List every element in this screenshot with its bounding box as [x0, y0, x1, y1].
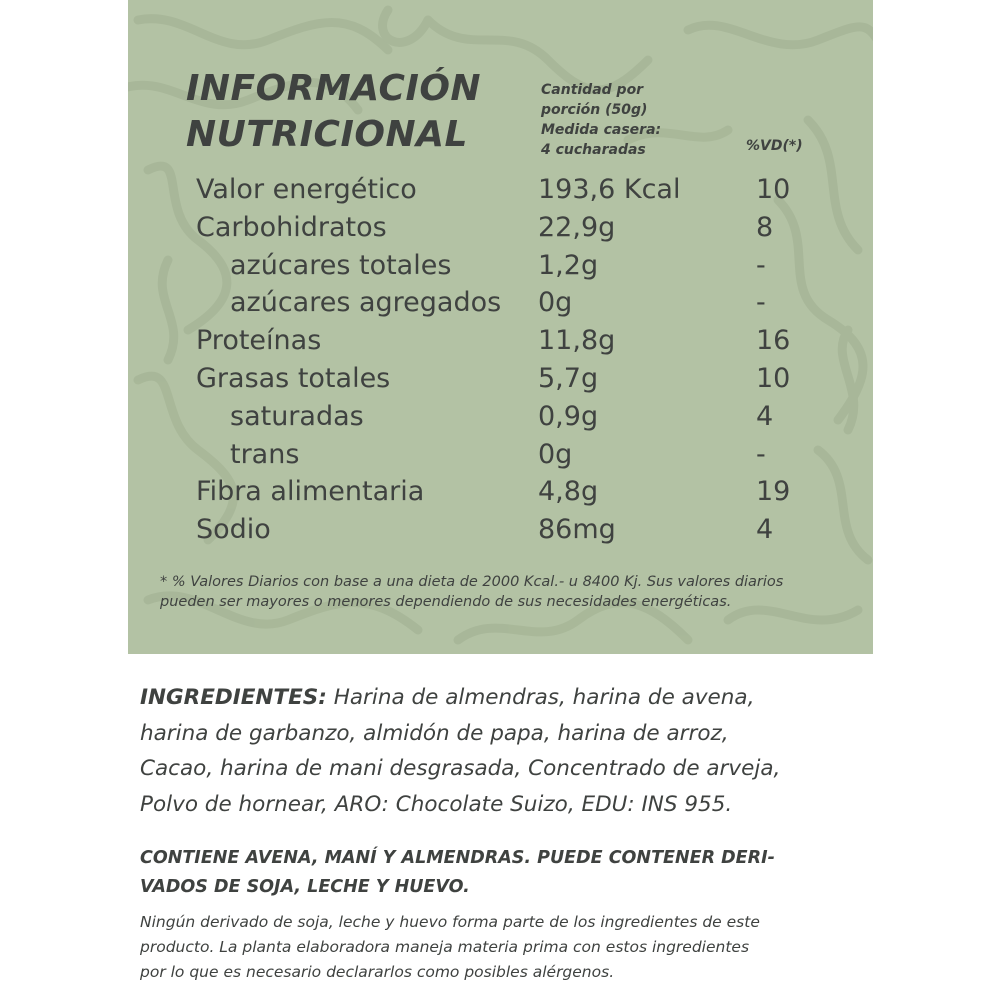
- nutrient-name: Proteínas: [196, 325, 322, 357]
- title-line-2: NUTRICIONAL: [186, 114, 468, 155]
- nutrient-amount: 0,9g: [538, 400, 599, 432]
- nutrient-vd: -: [756, 249, 766, 281]
- nutrient-amount: 0g: [538, 438, 573, 470]
- nutrient-vd: -: [756, 287, 766, 319]
- nutrient-vd: 16: [756, 325, 791, 357]
- nutrient-amount: 5,7g: [538, 362, 599, 394]
- vd-header: %VD(*): [746, 138, 803, 154]
- ingredients-line: [140, 680, 880, 716]
- serving-line: 4 cucharadas: [541, 142, 646, 158]
- allergen-line: CONTIENE AVENA, MANÍ Y ALMENDRAS. PUEDE CONTENER DERI-: [140, 848, 775, 868]
- nutrition-row: [128, 209, 873, 247]
- ingredients-text: Harina de almendras, harina de avena,: [333, 685, 755, 710]
- nutrient-name: trans: [230, 438, 300, 470]
- nutrition-row: [128, 473, 873, 511]
- nutrient-amount: 11,8g: [538, 325, 616, 357]
- ingredients-section: [140, 680, 880, 822]
- nutrient-vd: 10: [756, 174, 791, 205]
- nutrient-name: Valor energético: [196, 174, 417, 205]
- nutrient-amount: 1,2g: [538, 249, 599, 281]
- nutrient-vd: 4: [756, 400, 774, 432]
- ingredients-line: Cacao, harina de mani desgrasada, Concentrado de arveja,: [140, 756, 781, 781]
- nutrient-name: Fibra alimentaria: [196, 476, 425, 508]
- ingredients-label: INGREDIENTES:: [140, 685, 327, 710]
- nutrient-vd: 8: [756, 211, 774, 243]
- nutrient-amount: 86mg: [538, 514, 616, 546]
- nutrition-table: [128, 171, 873, 549]
- nutrition-row: [128, 436, 873, 474]
- nutrient-name: saturadas: [230, 400, 364, 432]
- note-line: producto. La planta elaboradora maneja materia prima con estos ingredientes: [140, 938, 750, 956]
- nutrition-row: [128, 398, 873, 436]
- note-line: Ningún derivado de soja, leche y huevo forma parte de los ingredientes de este: [140, 913, 760, 931]
- ingredients-line: harina de garbanzo, almidón de papa, harina de arroz,: [140, 720, 729, 746]
- daily-values-footnote: [160, 572, 860, 612]
- nutrient-amount: 4,8g: [538, 476, 599, 508]
- nutrient-name: azúcares agregados: [230, 287, 502, 319]
- allergen-note: [140, 910, 880, 985]
- nutrient-vd: 10: [756, 362, 791, 394]
- allergen-warning: [140, 844, 880, 902]
- nutrition-row: [128, 284, 873, 322]
- nutrient-vd: -: [756, 438, 766, 470]
- nutrient-amount: 0g: [538, 287, 573, 319]
- nutrition-row: [128, 511, 873, 549]
- nutrition-panel: [128, 0, 873, 654]
- note-line: por lo que es necesario declararlos como posibles alérgenos.: [140, 963, 615, 981]
- nutrient-amount: 22,9g: [538, 211, 616, 243]
- ingredients-line: Polvo de hornear, ARO: Chocolate Suizo, EDU: INS 955.: [140, 791, 733, 817]
- nutrient-name: Carbohidratos: [196, 211, 387, 243]
- serving-info: [541, 80, 661, 160]
- nutrition-row: [128, 171, 873, 209]
- nutrient-name: Sodio: [196, 514, 271, 546]
- nutrition-row: [128, 247, 873, 285]
- nutrition-title: [186, 66, 481, 158]
- serving-line: porción (50g): [541, 102, 648, 118]
- nutrient-name: azúcares totales: [230, 249, 452, 281]
- footnote-line: * % Valores Diarios con base a una dieta de 2000 Kcal.- u 8400 Kj. Sus valores diarios: [160, 574, 784, 590]
- serving-line: Cantidad por: [541, 82, 644, 98]
- allergen-line: VADOS DE SOJA, LECHE Y HUEVO.: [140, 877, 470, 897]
- nutrient-amount: 193,6 Kcal: [538, 174, 681, 205]
- nutrition-row: [128, 360, 873, 398]
- serving-line: Medida casera:: [541, 122, 662, 138]
- nutrient-vd: 19: [756, 476, 791, 508]
- footnote-line: pueden ser mayores o menores dependiendo de sus necesidades energéticas.: [160, 594, 732, 610]
- nutrient-vd: 4: [756, 514, 774, 546]
- nutrition-row: [128, 322, 873, 360]
- title-line-1: INFORMACIÓN: [186, 68, 482, 109]
- nutrient-name: Grasas totales: [196, 362, 391, 394]
